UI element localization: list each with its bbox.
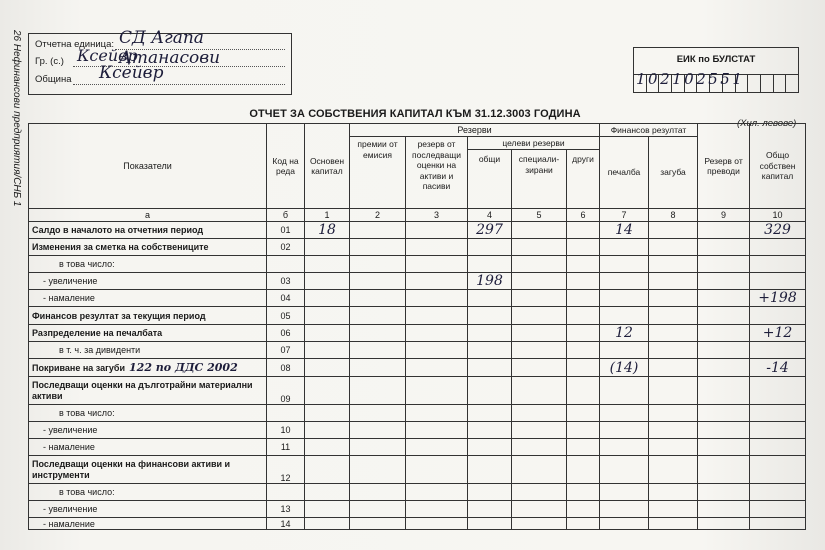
value-cell-col-9: [698, 256, 750, 273]
value-cell-col-7: [600, 239, 649, 256]
value-cell-col-7: [600, 456, 649, 484]
value-cell-col-9: [698, 222, 750, 239]
value-cell-col-9: [698, 359, 750, 377]
value-cell-col-1: [305, 290, 350, 307]
row-label-cell: [29, 359, 267, 377]
entity-label: Отчетна единица:: [35, 39, 115, 50]
value-cell-col-2: [350, 325, 406, 342]
value-cell-col-2: [350, 501, 406, 518]
value-cell-col-3: [406, 518, 468, 530]
value-cell-col-8: [649, 377, 698, 405]
value-cell-col-9: [698, 290, 750, 307]
row-label-cell: [29, 501, 267, 518]
table-row: [29, 239, 806, 256]
value-cell-col-7: [600, 405, 649, 422]
value-cell-col-7: [600, 256, 649, 273]
report-title: ОТЧЕТ ЗА СОБСТВЕНИЯ КАПИТАЛ КЪМ 31.12.3003 ГОДИНА: [249, 108, 581, 120]
value-cell-col-6: [567, 290, 600, 307]
value-cell-col-2: [350, 359, 406, 377]
value-cell-col-4: [468, 239, 512, 256]
row-label-cell: [29, 377, 267, 405]
table-row: [29, 273, 806, 290]
value-cell-col-6: [567, 222, 600, 239]
value-cell-col-6: [567, 439, 600, 456]
city-value: Ксейвр: [77, 46, 138, 65]
header-revaluation: резерв от последващи оценки на активи и пасиви: [406, 137, 468, 209]
value-cell-col-1: [305, 456, 350, 484]
row-code: 07: [267, 342, 305, 359]
value-cell-col-3: [406, 290, 468, 307]
value-cell-col-5: [512, 456, 567, 484]
value-cell-col-10: [750, 456, 806, 484]
row-label-cell: [29, 239, 267, 256]
value-cell-col-7: [600, 484, 649, 501]
value-cell-col-6: [567, 307, 600, 325]
value-cell-col-1: [305, 422, 350, 439]
value-cell-col-3: [406, 377, 468, 405]
value-cell-col-2: [350, 342, 406, 359]
value-cell-col-7: [600, 422, 649, 439]
value-cell-col-3: [406, 325, 468, 342]
value-cell-col-5: [512, 325, 567, 342]
value-cell-col-5: [512, 439, 567, 456]
value-cell-col-8: [649, 222, 698, 239]
value-cell-col-3: [406, 256, 468, 273]
value-cell-col-4: [468, 422, 512, 439]
value-cell-col-9: [698, 439, 750, 456]
value-cell-col-4: 198: [468, 273, 512, 290]
row-label-cell: [29, 256, 267, 273]
value-cell-col-3: [406, 222, 468, 239]
units-label: (Хил. левове): [737, 118, 797, 129]
value-cell-col-9: [698, 342, 750, 359]
value-cell-col-9: [698, 325, 750, 342]
value-cell-col-9: [698, 456, 750, 484]
value-cell-col-8: [649, 273, 698, 290]
value-cell-col-4: 297: [468, 222, 512, 239]
row-code: 09: [267, 377, 305, 405]
value-cell-col-7: [600, 501, 649, 518]
value-cell-col-3: [406, 456, 468, 484]
value-cell-col-7: [600, 307, 649, 325]
value-cell-col-1: [305, 501, 350, 518]
table-row: [29, 290, 806, 307]
value-cell-col-10: [750, 484, 806, 501]
row-label-cell: [29, 222, 267, 239]
value-cell-col-5: [512, 342, 567, 359]
row-label-cell: [29, 456, 267, 484]
value-cell-col-8: [649, 456, 698, 484]
eik-value: 102102551: [636, 70, 745, 88]
value-cell-col-5: [512, 273, 567, 290]
municipality-value: Ксейвр: [99, 63, 164, 83]
value-cell-col-7: 12: [600, 325, 649, 342]
value-cell-col-1: [305, 405, 350, 422]
table-row: [29, 484, 806, 501]
value-cell-col-1: [305, 325, 350, 342]
row-label: Изменения за сметка на собствениците: [32, 242, 209, 252]
value-cell-col-6: [567, 422, 600, 439]
value-cell-col-3: [406, 484, 468, 501]
value-cell-col-5: [512, 422, 567, 439]
value-cell-col-6: [567, 484, 600, 501]
value-cell-col-1: [305, 359, 350, 377]
value-cell-col-5: [512, 501, 567, 518]
value-cell-col-7: 14: [600, 222, 649, 239]
row-code: 10: [267, 422, 305, 439]
header-reserves: Резерви: [350, 124, 600, 137]
value-cell-col-4: [468, 484, 512, 501]
value-cell-col-2: [350, 273, 406, 290]
colnum-b: б: [267, 209, 305, 222]
colnum-2: 2: [350, 209, 406, 222]
value-cell-col-8: [649, 290, 698, 307]
value-cell-col-4: [468, 439, 512, 456]
row-code: 11: [267, 439, 305, 456]
header-specialized: специали-зирани: [512, 150, 567, 209]
equity-table: [28, 123, 806, 530]
value-cell-col-8: [649, 501, 698, 518]
row-label: - увеличение: [43, 504, 98, 514]
value-cell-col-8: [649, 359, 698, 377]
value-cell-col-9: [698, 484, 750, 501]
table-row: [29, 501, 806, 518]
header-total-equity: Общо собствен капитал: [750, 124, 806, 209]
row-code: 14: [267, 518, 305, 530]
table-row: [29, 456, 806, 484]
value-cell-col-1: [305, 439, 350, 456]
row-label: в това число:: [59, 487, 115, 497]
value-cell-col-3: [406, 307, 468, 325]
value-cell-col-3: [406, 342, 468, 359]
value-cell-col-1: [305, 377, 350, 405]
row-label: - намаление: [43, 293, 95, 303]
value-cell-col-5: [512, 377, 567, 405]
city-label: Гр. (с.): [35, 56, 64, 67]
row-label: Последващи оценки на финансови активи и инструменти: [32, 458, 231, 480]
value-cell-col-10: [750, 239, 806, 256]
value-cell-col-4: [468, 325, 512, 342]
value-cell-col-6: [567, 377, 600, 405]
table-row: [29, 342, 806, 359]
row-label: Покриване на загуби: [32, 363, 126, 373]
value-cell-col-9: [698, 422, 750, 439]
row-code: 12: [267, 456, 305, 484]
header-general: общи: [468, 150, 512, 209]
row-code: 13: [267, 501, 305, 518]
value-cell-col-7: [600, 377, 649, 405]
value-cell-col-3: [406, 439, 468, 456]
table-row: [29, 325, 806, 342]
value-cell-col-10: +198: [750, 290, 806, 307]
table-row: [29, 307, 806, 325]
colnum-1: 1: [305, 209, 350, 222]
row-label-cell: [29, 422, 267, 439]
row-annotation: 122 по ДДС 2002: [129, 361, 238, 374]
side-form-code: [10, 30, 24, 205]
value-cell-col-8: [649, 342, 698, 359]
row-label-cell: [29, 307, 267, 325]
value-cell-col-6: [567, 518, 600, 530]
reporting-unit-box: [28, 28, 292, 95]
value-cell-col-4: [468, 290, 512, 307]
value-cell-col-3: [406, 273, 468, 290]
value-cell-col-6: [567, 239, 600, 256]
value-cell-col-5: [512, 239, 567, 256]
value-cell-col-5: [512, 307, 567, 325]
value-cell-col-10: +12: [750, 325, 806, 342]
row-label-cell: [29, 325, 267, 342]
table-row: [29, 377, 806, 405]
municipality-label: Община: [35, 74, 72, 85]
value-cell-col-8: [649, 307, 698, 325]
table-row: [29, 222, 806, 239]
row-code: [267, 484, 305, 501]
row-label: - намаление: [43, 518, 95, 529]
value-cell-col-7: [600, 342, 649, 359]
value-cell-col-1: [305, 342, 350, 359]
value-cell-col-9: [698, 273, 750, 290]
value-cell-col-2: [350, 405, 406, 422]
value-cell-col-6: [567, 359, 600, 377]
value-cell-col-9: [698, 501, 750, 518]
row-label: Последващи оценки на дълготрайни материални активи: [32, 379, 253, 401]
value-cell-col-9: [698, 239, 750, 256]
table-row: [29, 405, 806, 422]
value-cell-col-6: [567, 501, 600, 518]
value-cell-col-7: [600, 439, 649, 456]
row-code: 02: [267, 239, 305, 256]
row-label: в т. ч. за дивиденти: [59, 345, 141, 355]
value-cell-col-4: [468, 342, 512, 359]
value-cell-col-2: [350, 439, 406, 456]
value-cell-col-8: [649, 422, 698, 439]
row-label-cell: [29, 273, 267, 290]
row-code: 04: [267, 290, 305, 307]
value-cell-col-9: [698, 518, 750, 530]
value-cell-col-4: [468, 405, 512, 422]
value-cell-col-4: [468, 456, 512, 484]
row-label: Разпределение на печалбата: [32, 328, 163, 338]
value-cell-col-5: [512, 256, 567, 273]
colnum-10: 10: [750, 209, 806, 222]
value-cell-col-9: [698, 405, 750, 422]
header-fin-result: Финансов резултат: [600, 124, 698, 137]
side-form-code-text: 26 Нефинансови предприятия/СНБ 1: [11, 30, 22, 207]
value-cell-col-1: 18: [305, 222, 350, 239]
value-cell-col-2: [350, 256, 406, 273]
value-cell-col-3: [406, 359, 468, 377]
value-cell-col-9: [698, 377, 750, 405]
row-code: [267, 405, 305, 422]
colnum-4: 4: [468, 209, 512, 222]
colnum-3: 3: [406, 209, 468, 222]
header-main-capital: Основен капитал: [305, 124, 350, 209]
value-cell-col-4: [468, 518, 512, 530]
value-cell-col-4: [468, 377, 512, 405]
row-code: 03: [267, 273, 305, 290]
value-cell-col-10: [750, 422, 806, 439]
row-label: Салдо в началото на отчетния период: [32, 225, 204, 235]
value-cell-col-5: [512, 484, 567, 501]
value-cell-col-3: [406, 501, 468, 518]
table-body: [29, 222, 806, 530]
colnum-9: 9: [698, 209, 750, 222]
value-cell-col-8: [649, 439, 698, 456]
value-cell-col-10: 329: [750, 222, 806, 239]
value-cell-col-4: [468, 359, 512, 377]
value-cell-col-6: [567, 456, 600, 484]
row-label-cell: [29, 439, 267, 456]
value-cell-col-4: [468, 307, 512, 325]
value-cell-col-1: [305, 256, 350, 273]
eik-box: [633, 47, 799, 93]
value-cell-col-1: [305, 273, 350, 290]
header-loss: загуба: [649, 137, 698, 209]
value-cell-col-2: [350, 222, 406, 239]
header-transfer-reserve: Резерв от преводи: [698, 124, 750, 209]
colnum-a: а: [29, 209, 267, 222]
row-label-cell: [29, 518, 267, 530]
row-code: 05: [267, 307, 305, 325]
value-cell-col-8: [649, 484, 698, 501]
table-row: [29, 359, 806, 377]
row-label: в това число:: [59, 408, 115, 418]
value-cell-col-2: [350, 290, 406, 307]
value-cell-col-10: -14: [750, 359, 806, 377]
value-cell-col-5: [512, 405, 567, 422]
row-label-cell: [29, 484, 267, 501]
value-cell-col-10: [750, 273, 806, 290]
value-cell-col-8: [649, 256, 698, 273]
row-label: - увеличение: [43, 276, 98, 286]
entity-value: СД Агапа Атанасови: [119, 28, 221, 68]
value-cell-col-6: [567, 273, 600, 290]
header-row-code: Код на реда: [267, 124, 305, 209]
row-label-cell: [29, 342, 267, 359]
value-cell-col-6: [567, 325, 600, 342]
row-label: - увеличение: [43, 425, 98, 435]
table-row: [29, 256, 806, 273]
table-row: [29, 422, 806, 439]
value-cell-col-8: [649, 518, 698, 530]
header-other: други: [567, 150, 600, 209]
table-row: [29, 518, 806, 530]
value-cell-col-7: (14): [600, 359, 649, 377]
value-cell-col-4: [468, 256, 512, 273]
value-cell-col-10: [750, 501, 806, 518]
table-row: [29, 439, 806, 456]
value-cell-col-3: [406, 405, 468, 422]
header-profit: печалба: [600, 137, 649, 209]
value-cell-col-2: [350, 422, 406, 439]
row-code: 01: [267, 222, 305, 239]
value-cell-col-3: [406, 239, 468, 256]
value-cell-col-8: [649, 325, 698, 342]
row-code: 08: [267, 359, 305, 377]
row-code: [267, 256, 305, 273]
value-cell-col-1: [305, 484, 350, 501]
value-cell-col-10: [750, 256, 806, 273]
colnum-8: 8: [649, 209, 698, 222]
value-cell-col-1: [305, 307, 350, 325]
value-cell-col-1: [305, 518, 350, 530]
value-cell-col-4: [468, 501, 512, 518]
value-cell-col-5: [512, 359, 567, 377]
value-cell-col-6: [567, 405, 600, 422]
row-label: - намаление: [43, 442, 95, 452]
eik-label: ЕИК по БУЛСТАТ: [676, 54, 756, 65]
value-cell-col-10: [750, 439, 806, 456]
value-cell-col-1: [305, 239, 350, 256]
value-cell-col-10: [750, 342, 806, 359]
value-cell-col-10: [750, 518, 806, 530]
value-cell-col-3: [406, 422, 468, 439]
value-cell-col-2: [350, 484, 406, 501]
value-cell-col-9: [698, 307, 750, 325]
row-label: Финансов резултат за текущия период: [32, 310, 206, 321]
value-cell-col-2: [350, 377, 406, 405]
header-target-reserves: целеви резерви: [468, 137, 600, 150]
value-cell-col-8: [649, 405, 698, 422]
value-cell-col-2: [350, 518, 406, 530]
column-numbers-row: [29, 209, 806, 222]
value-cell-col-10: [750, 405, 806, 422]
value-cell-col-5: [512, 222, 567, 239]
header-premium: премии от емисия: [350, 137, 406, 209]
value-cell-col-2: [350, 239, 406, 256]
value-cell-col-5: [512, 518, 567, 530]
colnum-5: 5: [512, 209, 567, 222]
value-cell-col-5: [512, 290, 567, 307]
row-label-cell: [29, 290, 267, 307]
value-cell-col-7: [600, 290, 649, 307]
value-cell-col-2: [350, 456, 406, 484]
value-cell-col-6: [567, 256, 600, 273]
header-indicators: Показатели: [29, 124, 267, 209]
value-cell-col-10: [750, 307, 806, 325]
value-cell-col-7: [600, 273, 649, 290]
row-label: в това число:: [59, 259, 115, 269]
value-cell-col-7: [600, 518, 649, 530]
value-cell-col-8: [649, 239, 698, 256]
row-code: 06: [267, 325, 305, 342]
value-cell-col-6: [567, 342, 600, 359]
row-label-cell: [29, 405, 267, 422]
colnum-7: 7: [600, 209, 649, 222]
colnum-6: 6: [567, 209, 600, 222]
value-cell-col-10: [750, 377, 806, 405]
value-cell-col-2: [350, 307, 406, 325]
